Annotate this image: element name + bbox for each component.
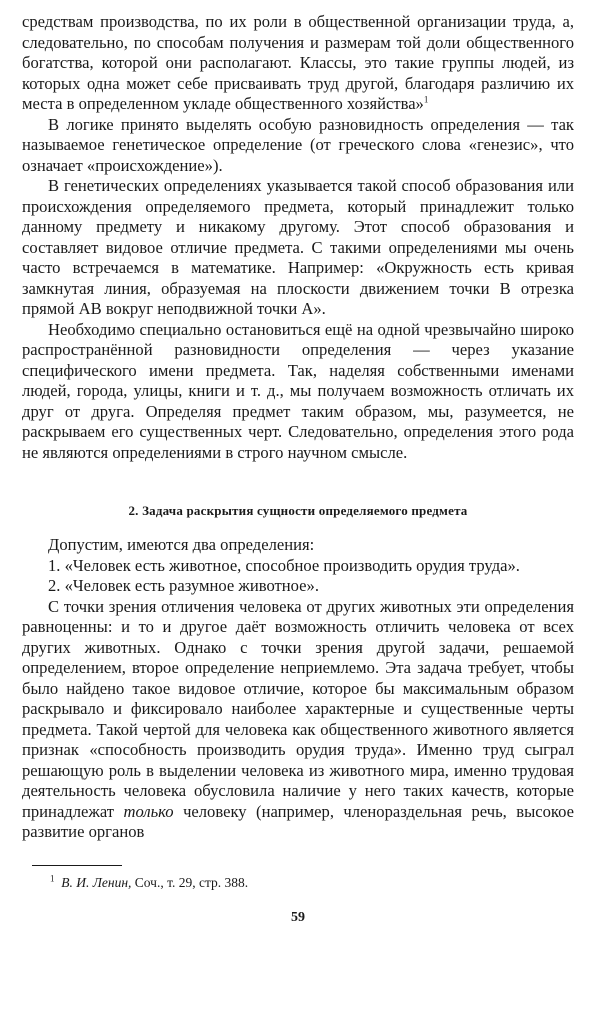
footnote-marker: 1 bbox=[423, 94, 429, 105]
section-heading: 2. Задача раскрытия сущности определяемого предмета bbox=[128, 503, 468, 518]
paragraph-text: средствам производства, по их роли в общественной организации труда, а, следовательно, по способам получения и размерам той доли общественного богатства, которой они располагают. Классы, это такие группы людей, из которых одна может себе присваивать труд другой, благодаря различию их места в определенном укладе общественного хозяйства» bbox=[22, 12, 574, 113]
definition-item-1: 1. «Человек есть животное, способное производить орудия труда». bbox=[48, 555, 520, 575]
paragraph-essence-discussion bbox=[22, 597, 574, 843]
footnote-number: 1 bbox=[50, 873, 55, 883]
emphasis-word: только bbox=[123, 801, 174, 821]
paragraph-genetic-intro: В логике принято выделять особую разновидность определения — так называемое генетическое определение (от греческого слова «генезис», что означает «происхождение»). bbox=[22, 114, 574, 175]
paragraph-continuation bbox=[22, 12, 574, 115]
book-page bbox=[22, 12, 574, 926]
footnote bbox=[50, 874, 574, 892]
page-number: 59 bbox=[291, 909, 305, 925]
definition-item-2: 2. «Человек есть разумное животное». bbox=[48, 576, 319, 595]
paragraph-genetic-definitions: В генетических определениях указывается такой способ образования или происхождения определяемого предмета, который принадлежит только данному предмету и никакому другому. Этот способ образования и составляет видовое отличие предмета. С такими определениями мы очень часто встречаемся в математике. Например: «Окружность есть кривая замкнутая линия, образуемая на плоскости движением точки B отрезка прямой AB вокруг неподвижной точки A». bbox=[22, 176, 574, 318]
paragraph-text: С точки зрения отличения человека от других животных эти определения равноценны: и то и другое даёт возможность отличить человека от всех других животных. Однако с точки зрения другой задачи, решаемой определением, второе определение неприемлемо. Эта задача требует, чтобы было найдено такое видовое отличие, которое бы максимальным образом раскрывало и фиксировало наиболее характерные и существенные черты предмета. Такой чертой для человека как общественного животного является признак «способность производить орудия труда». Именно труд сыграл решающую роль в выделении человека из животного мира, именно трудовая деятельность человека обусловила наличие у него таких качеств, которые принадлежат bbox=[22, 596, 574, 821]
paragraph-two-definitions: Допустим, имеются два определения: bbox=[48, 535, 315, 554]
footnote-divider bbox=[32, 865, 122, 866]
footnote-reference: Соч., т. 29, стр. 388. bbox=[131, 874, 249, 890]
paragraph-proper-names: Необходимо специально остановиться ещё на одной чрезвычайно широко распространённой разновидности определения — через указание специфического имени предмета. Так, наделяя собственными именами людей, города, улицы, книги и т. д., мы получаем возможность отличать их друг от друга. Определяя предмет таким образом, мы, разумеется, не раскрываем его существенных черт. Следовательно, определения этого рода не являются определениями в строго научном смысле. bbox=[22, 319, 574, 462]
paragraph-text: человеку (например, членораздельная речь, высокое развитие органов bbox=[22, 801, 574, 841]
footnote-author: В. И. Ленин, bbox=[61, 874, 132, 890]
